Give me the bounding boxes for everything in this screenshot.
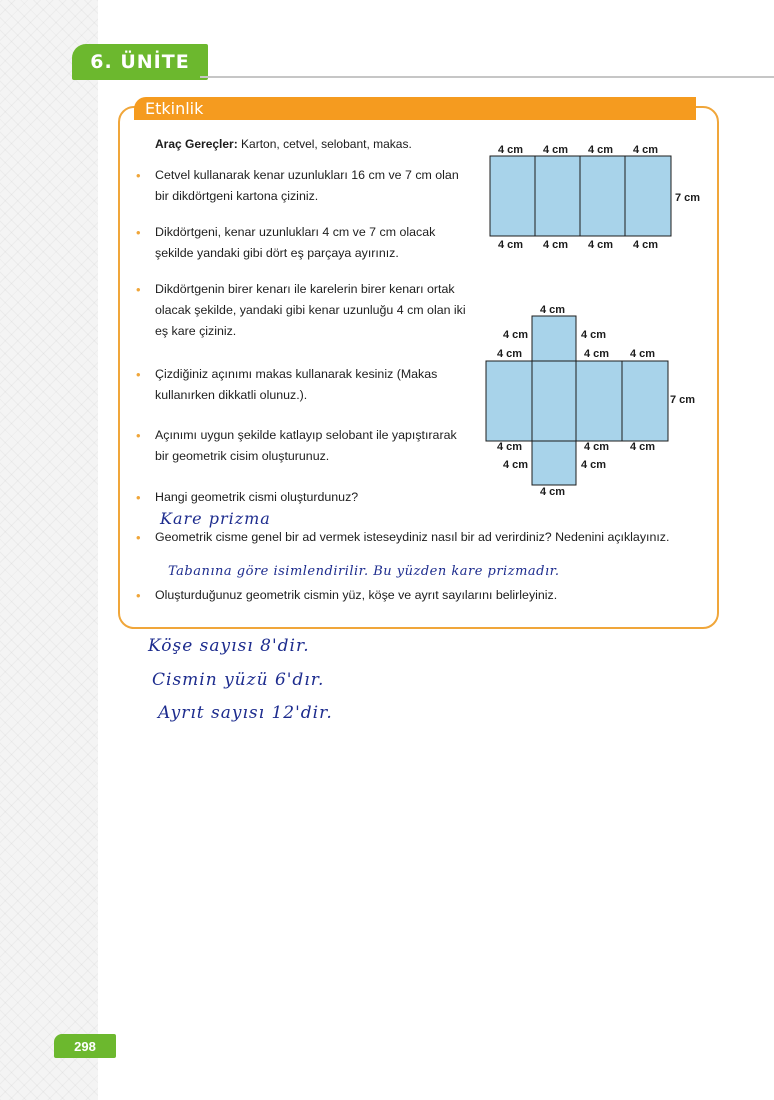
dimension-label: 4 cm: [543, 144, 569, 156]
dimension-label: 4 cm: [503, 459, 529, 471]
dimension-label: 4 cm: [543, 239, 569, 251]
dimension-label: 4 cm: [584, 441, 610, 453]
dimension-label: 4 cm: [498, 239, 524, 251]
dimension-label: 4 cm: [633, 239, 659, 251]
dimension-label: 7 cm: [670, 394, 696, 406]
list-item: [136, 585, 695, 606]
activity-title: Etkinlik: [145, 99, 204, 118]
instruction-text: Açınımı uygun şekilde katlayıp selobant ile yapıştırarak bir geometrik cisim oluşturunuz.: [155, 428, 457, 463]
net-diagrams: [484, 140, 714, 500]
bullet-dot: •: [136, 490, 141, 505]
activity-header-bar: [134, 97, 696, 120]
list-item: [136, 222, 467, 264]
instruction-text: Hangi geometrik cismi oluşturdunuz?: [155, 490, 359, 504]
tools-label: Araç Gereçler:: [155, 137, 238, 151]
dimension-label: 4 cm: [581, 329, 607, 341]
handwritten-answer-vertices: Köşe sayısı 8'dir.: [148, 636, 310, 656]
net-rectangle: [486, 361, 668, 441]
dimension-label: 4 cm: [633, 144, 659, 156]
bullet-dot: •: [136, 530, 141, 545]
bullet-dot: •: [136, 428, 141, 443]
bullet-dot: •: [136, 367, 141, 382]
handwritten-answer-faces: Cismin yüzü 6'dır.: [152, 670, 325, 690]
list-item: [136, 279, 467, 342]
unit-label: 6. ÜNİTE: [90, 51, 190, 73]
list-item: [136, 425, 467, 467]
handwritten-answer-shape: Kare prizma: [160, 509, 271, 528]
handwritten-answer-reason: Tabanına göre isimlendirilir. Bu yüzden kare prizmadır.: [168, 564, 560, 579]
instruction-text: Çizdiğiniz açınımı makas kullanarak kesiniz (Makas kullanırken dikkatli olunuz.).: [155, 367, 438, 402]
page-number-tab: [54, 1034, 116, 1058]
dimension-label: 7 cm: [675, 192, 701, 204]
bullet-dot: •: [136, 168, 141, 183]
page-number: 298: [74, 1038, 96, 1054]
top-square: [532, 316, 576, 361]
dimension-label: 4 cm: [581, 459, 607, 471]
unit-tab: [72, 44, 208, 80]
list-item: [136, 364, 467, 406]
dimension-label: 4 cm: [497, 441, 523, 453]
dimension-label: 4 cm: [584, 348, 610, 360]
dimension-label: 4 cm: [540, 486, 566, 498]
dimension-label: 4 cm: [498, 144, 524, 156]
dimension-label: 4 cm: [503, 329, 529, 341]
bullet-dot: •: [136, 282, 141, 297]
bullet-dot: •: [136, 588, 141, 603]
instruction-text: Geometrik cisme genel bir ad vermek isteseydiniz nasıl bir ad verirdiniz? Nedenini açıklayınız.: [155, 530, 670, 544]
list-item: [136, 487, 467, 508]
bullet-dot: •: [136, 225, 141, 240]
dimension-label: 4 cm: [588, 239, 614, 251]
tools-text: Karton, cetvel, selobant, makas.: [237, 137, 412, 151]
instruction-text: Oluşturduğunuz geometrik cismin yüz, köşe ve ayrıt sayılarını belirleyiniz.: [155, 588, 558, 602]
bottom-square: [532, 441, 576, 485]
instruction-text: Dikdörtgeni, kenar uzunlukları 4 cm ve 7 cm olacak şekilde yandaki gibi dört eş parçaya ayırınız.: [155, 225, 436, 260]
list-item: [136, 165, 467, 207]
dimension-label: 4 cm: [588, 144, 614, 156]
dimension-label: 4 cm: [630, 441, 656, 453]
dimension-label: 4 cm: [497, 348, 523, 360]
instruction-text: Cetvel kullanarak kenar uzunlukları 16 cm ve 7 cm olan bir dikdörtgeni kartona çiziniz.: [155, 168, 459, 203]
header-divider: [200, 76, 774, 78]
tools-line: [155, 137, 412, 151]
dimension-label: 4 cm: [630, 348, 656, 360]
instruction-text: Dikdörtgenin birer kenarı ile karelerin birer kenarı ortak olacak şekilde, yandaki gibi kenar uzunluğu 4 cm olan iki eş kare çiziniz.: [155, 282, 466, 338]
handwritten-answer-edges: Ayrıt sayısı 12'dir.: [158, 703, 333, 723]
dimension-label: 4 cm: [540, 304, 566, 316]
list-item: [136, 527, 695, 548]
